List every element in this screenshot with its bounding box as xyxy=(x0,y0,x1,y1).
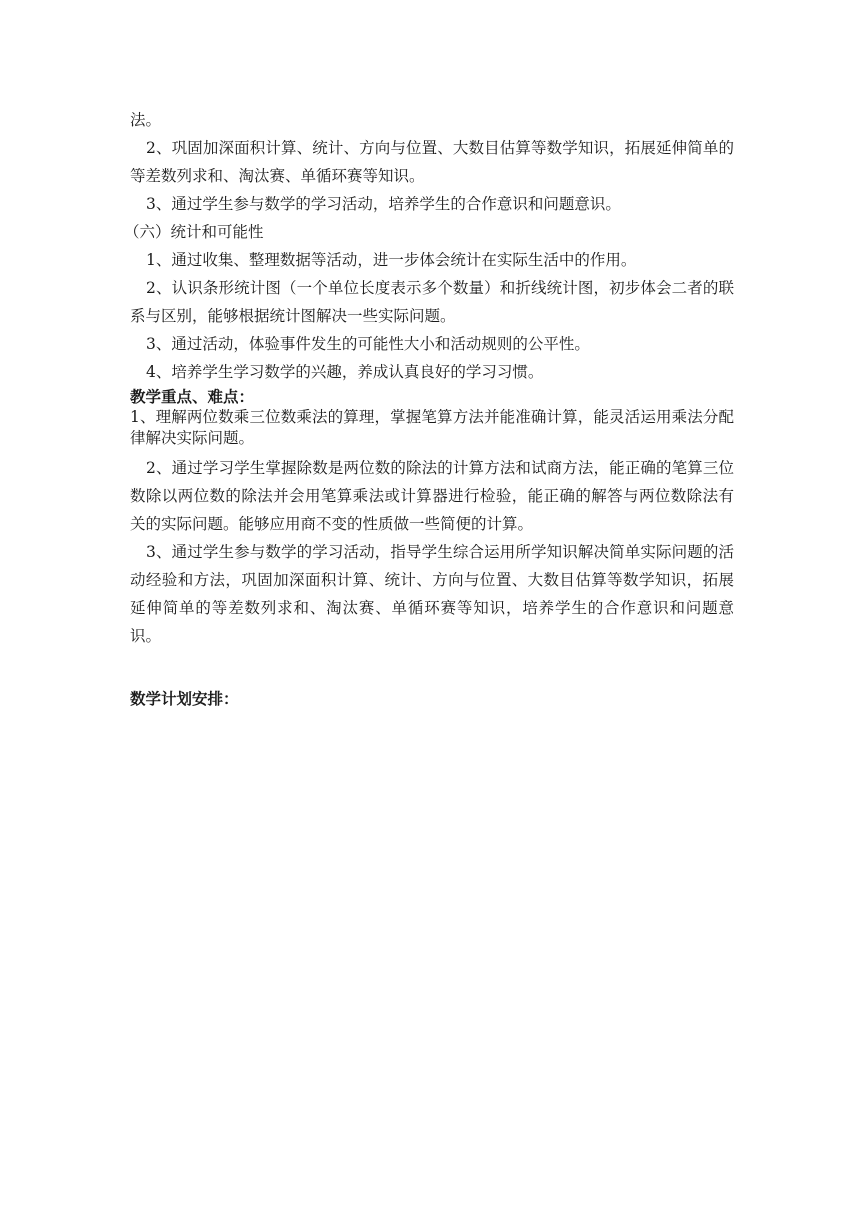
statistics-item-3: 3、通过活动，体验事件发生的可能性大小和活动规则的公平性。 xyxy=(146,335,590,353)
objective-item-2: 2、巩固加深面积计算、统计、方向与位置、大数目估算等数学知识，拓展延伸简单的等差数列求和、淘汰赛、单循环赛等知识。 xyxy=(130,139,734,185)
objective-item-3: 3、通过学生参与数学的学习活动，培养学生的合作意识和问题意识。 xyxy=(146,195,621,213)
section-six-label: （六）统计和可能性 xyxy=(124,223,264,241)
key-point-item-3: 3、通过学生参与数学的学习活动，指导学生综合运用所学知识解决简单实际问题的活动经验和方法，巩固加深面积计算、统计、方向与位置、大数目估算等数学知识，拓展延伸简单的等差数列求和、淘汰赛、单循环赛等知识，培养学生的合作意识和问题意识。 xyxy=(130,543,734,645)
statistics-item-4: 4、培养学生学习数学的兴趣，养成认真良好的学习习惯。 xyxy=(146,363,544,381)
statistics-item-2: 2、认识条形统计图（一个单位长度表示多个数量）和折线统计图，初步体会二者的联系与区别，能够根据统计图解决一些实际问题。 xyxy=(130,279,734,325)
key-point-item-2: 2、通过学习学生掌握除数是两位数的除法的计算方法和试商方法，能正确的笔算三位数除以两位数的除法并会用笔算乘法或计算器进行检验，能正确的解答与两位数除法有关的实际问题。能够应用商不变的性质做一些简便的计算。 xyxy=(130,459,734,533)
key-point-item-1: 1、理解两位数乘三位数乘法的算理，掌握笔算方法并能准确计算，能灵活运用乘法分配律解决实际问题。 xyxy=(130,408,734,447)
document-page xyxy=(124,106,734,709)
continuation-text: 法。 xyxy=(130,111,162,129)
statistics-item-1: 1、通过收集、整理数据等活动，进一步体会统计在实际生活中的作用。 xyxy=(146,251,637,269)
plan-heading: 数学计划安排： xyxy=(130,689,239,708)
key-points-heading: 教学重点、难点： xyxy=(130,387,255,406)
